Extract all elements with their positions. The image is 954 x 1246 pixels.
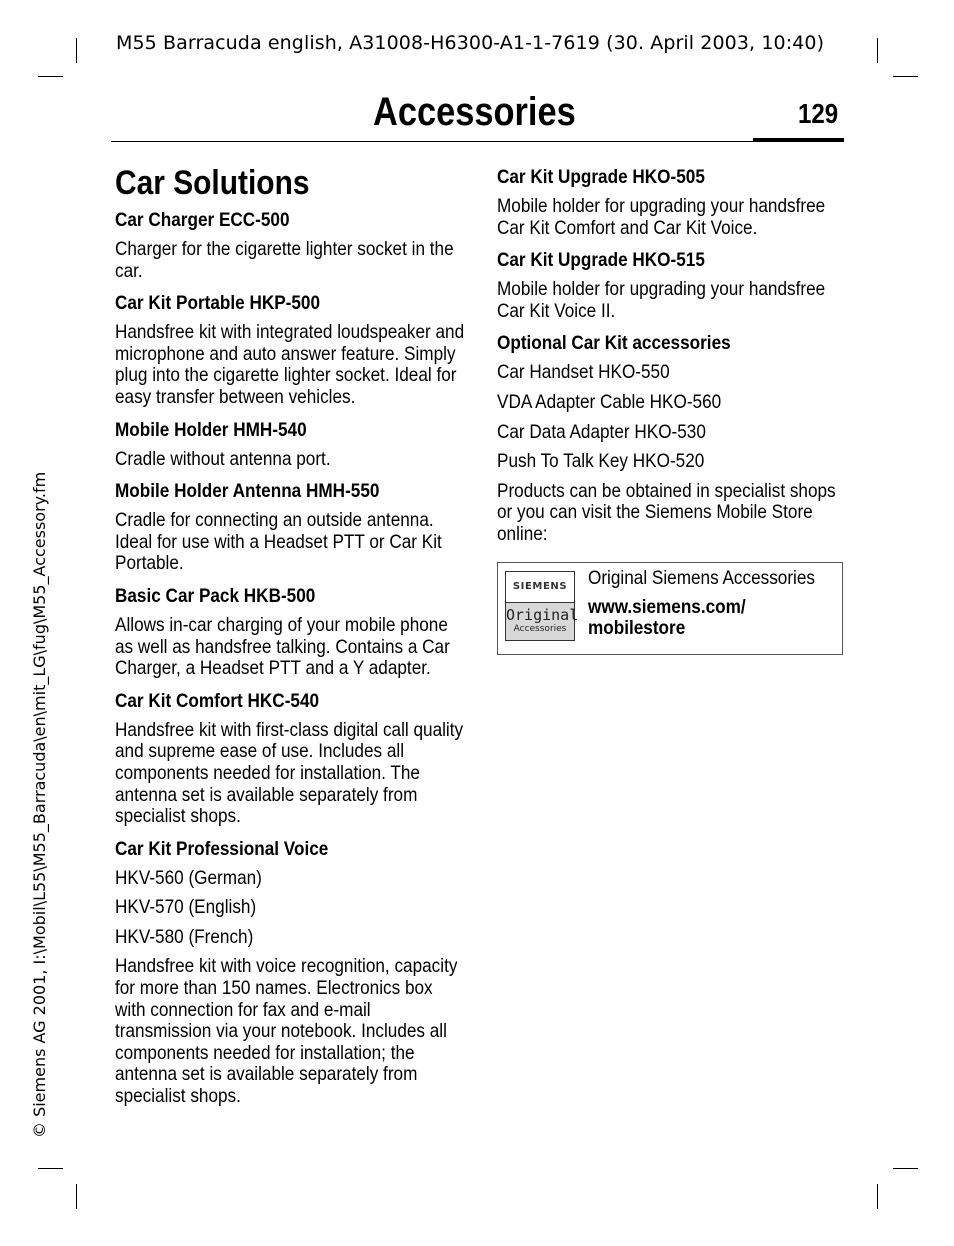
crop-mark: [38, 1168, 63, 1169]
product-heading: Car Kit Comfort HKC-540: [115, 689, 320, 712]
logo-brand: SIEMENS: [506, 572, 574, 603]
crop-mark: [76, 1184, 77, 1209]
product-heading: Mobile Holder HMH-540: [115, 418, 307, 441]
product-heading: Mobile Holder Antenna HMH-550: [115, 480, 380, 503]
page-number-rule: [753, 138, 844, 142]
crop-mark: [893, 76, 918, 77]
crop-mark: [38, 76, 63, 77]
product-heading: Car Kit Portable HKP-500: [115, 292, 321, 315]
product-description: Mobile holder for upgrading your handsfree Car Kit Voice II.: [497, 278, 826, 322]
logo-original-text: Original: [506, 606, 579, 624]
file-info-header: M55 Barracuda english, A31008-H6300-A1-1-7619 (30. April 2003, 10:40): [116, 32, 825, 54]
siemens-original-accessories-logo: [505, 571, 579, 641]
store-box-title: Original Siemens Accessories: [588, 567, 815, 589]
product-heading: Car Charger ECC-500: [115, 209, 290, 231]
store-url-link[interactable]: [588, 597, 815, 639]
product-description: Handsfree kit with first-class digital call quality and supreme ease of use. Includes all components needed for installation. The antenna set is available separately from specialist shops.: [115, 718, 464, 828]
product-variant: HKV-560 (German): [115, 866, 262, 889]
crop-mark: [877, 38, 878, 63]
store-url-line2[interactable]: mobilestore: [588, 617, 686, 639]
product-variant: HKV-580 (French): [115, 925, 254, 948]
crop-mark: [76, 38, 77, 63]
product-description: Allows in-car charging of your mobile phone as well as handsfree talking. Contains a Car Charger, a Headset PTT and a Y adapter.: [115, 613, 450, 680]
accessory-item: Car Data Adapter HKO-530: [497, 420, 706, 443]
crop-mark: [877, 1184, 878, 1209]
store-url-line1[interactable]: www.siemens.com/: [588, 596, 746, 618]
product-heading: Optional Car Kit accessories: [497, 332, 731, 355]
product-description: Charger for the cigarette lighter socket in the car.: [115, 238, 454, 282]
side-copyright-note: © Siemens AG 2001, I:\Mobil\L55\M55_Barracuda\en\mit_LG\fug\M55_Accessory.fm: [30, 471, 49, 1138]
logo-accessories-text: Accessories: [513, 624, 567, 634]
page-title: Accessories: [373, 90, 576, 134]
accessory-item: Push To Talk Key HKO-520: [497, 450, 705, 473]
product-variant: HKV-570 (English): [115, 896, 257, 919]
product-description: Handsfree kit with integrated loudspeaker and microphone and auto answer feature. Simply plug into the cigarette lighter socket. Ideal for easy transfer between vehicles.: [115, 321, 465, 408]
store-info-text: Products can be obtained in specialist shops or you can visit the Siemens Mobile Store online:: [497, 479, 836, 545]
title-rule: [111, 141, 753, 142]
product-heading: Car Kit Upgrade HKO-505: [497, 166, 705, 188]
store-info-box: [497, 562, 843, 655]
product-heading: Car Kit Upgrade HKO-515: [497, 249, 705, 272]
crop-mark: [893, 1168, 918, 1169]
section-title: Car Solutions: [115, 164, 310, 202]
right-column: [497, 166, 897, 556]
accessory-item: Car Handset HKO-550: [497, 361, 670, 384]
product-description: Cradle for connecting an outside antenna. Ideal for use with a Headset PTT or Car Kit Portable.: [115, 509, 442, 575]
left-column: [115, 163, 515, 1118]
page-number: 129: [798, 98, 839, 129]
product-heading: Basic Car Pack HKB-500: [115, 584, 316, 607]
product-description: Mobile holder for upgrading your handsfree Car Kit Comfort and Car Kit Voice.: [497, 195, 826, 239]
product-description: Cradle without antenna port.: [115, 447, 331, 470]
product-heading: Car Kit Professional Voice: [115, 837, 329, 860]
product-description: Handsfree kit with voice recognition, capacity for more than 150 names. Electronics box with connection for fax and e-mail transmission via your notebook. Includes all components needed for installation; the antenna set is available separately from specialist shops.: [115, 955, 458, 1108]
accessory-item: VDA Adapter Cable HKO-560: [497, 390, 722, 413]
